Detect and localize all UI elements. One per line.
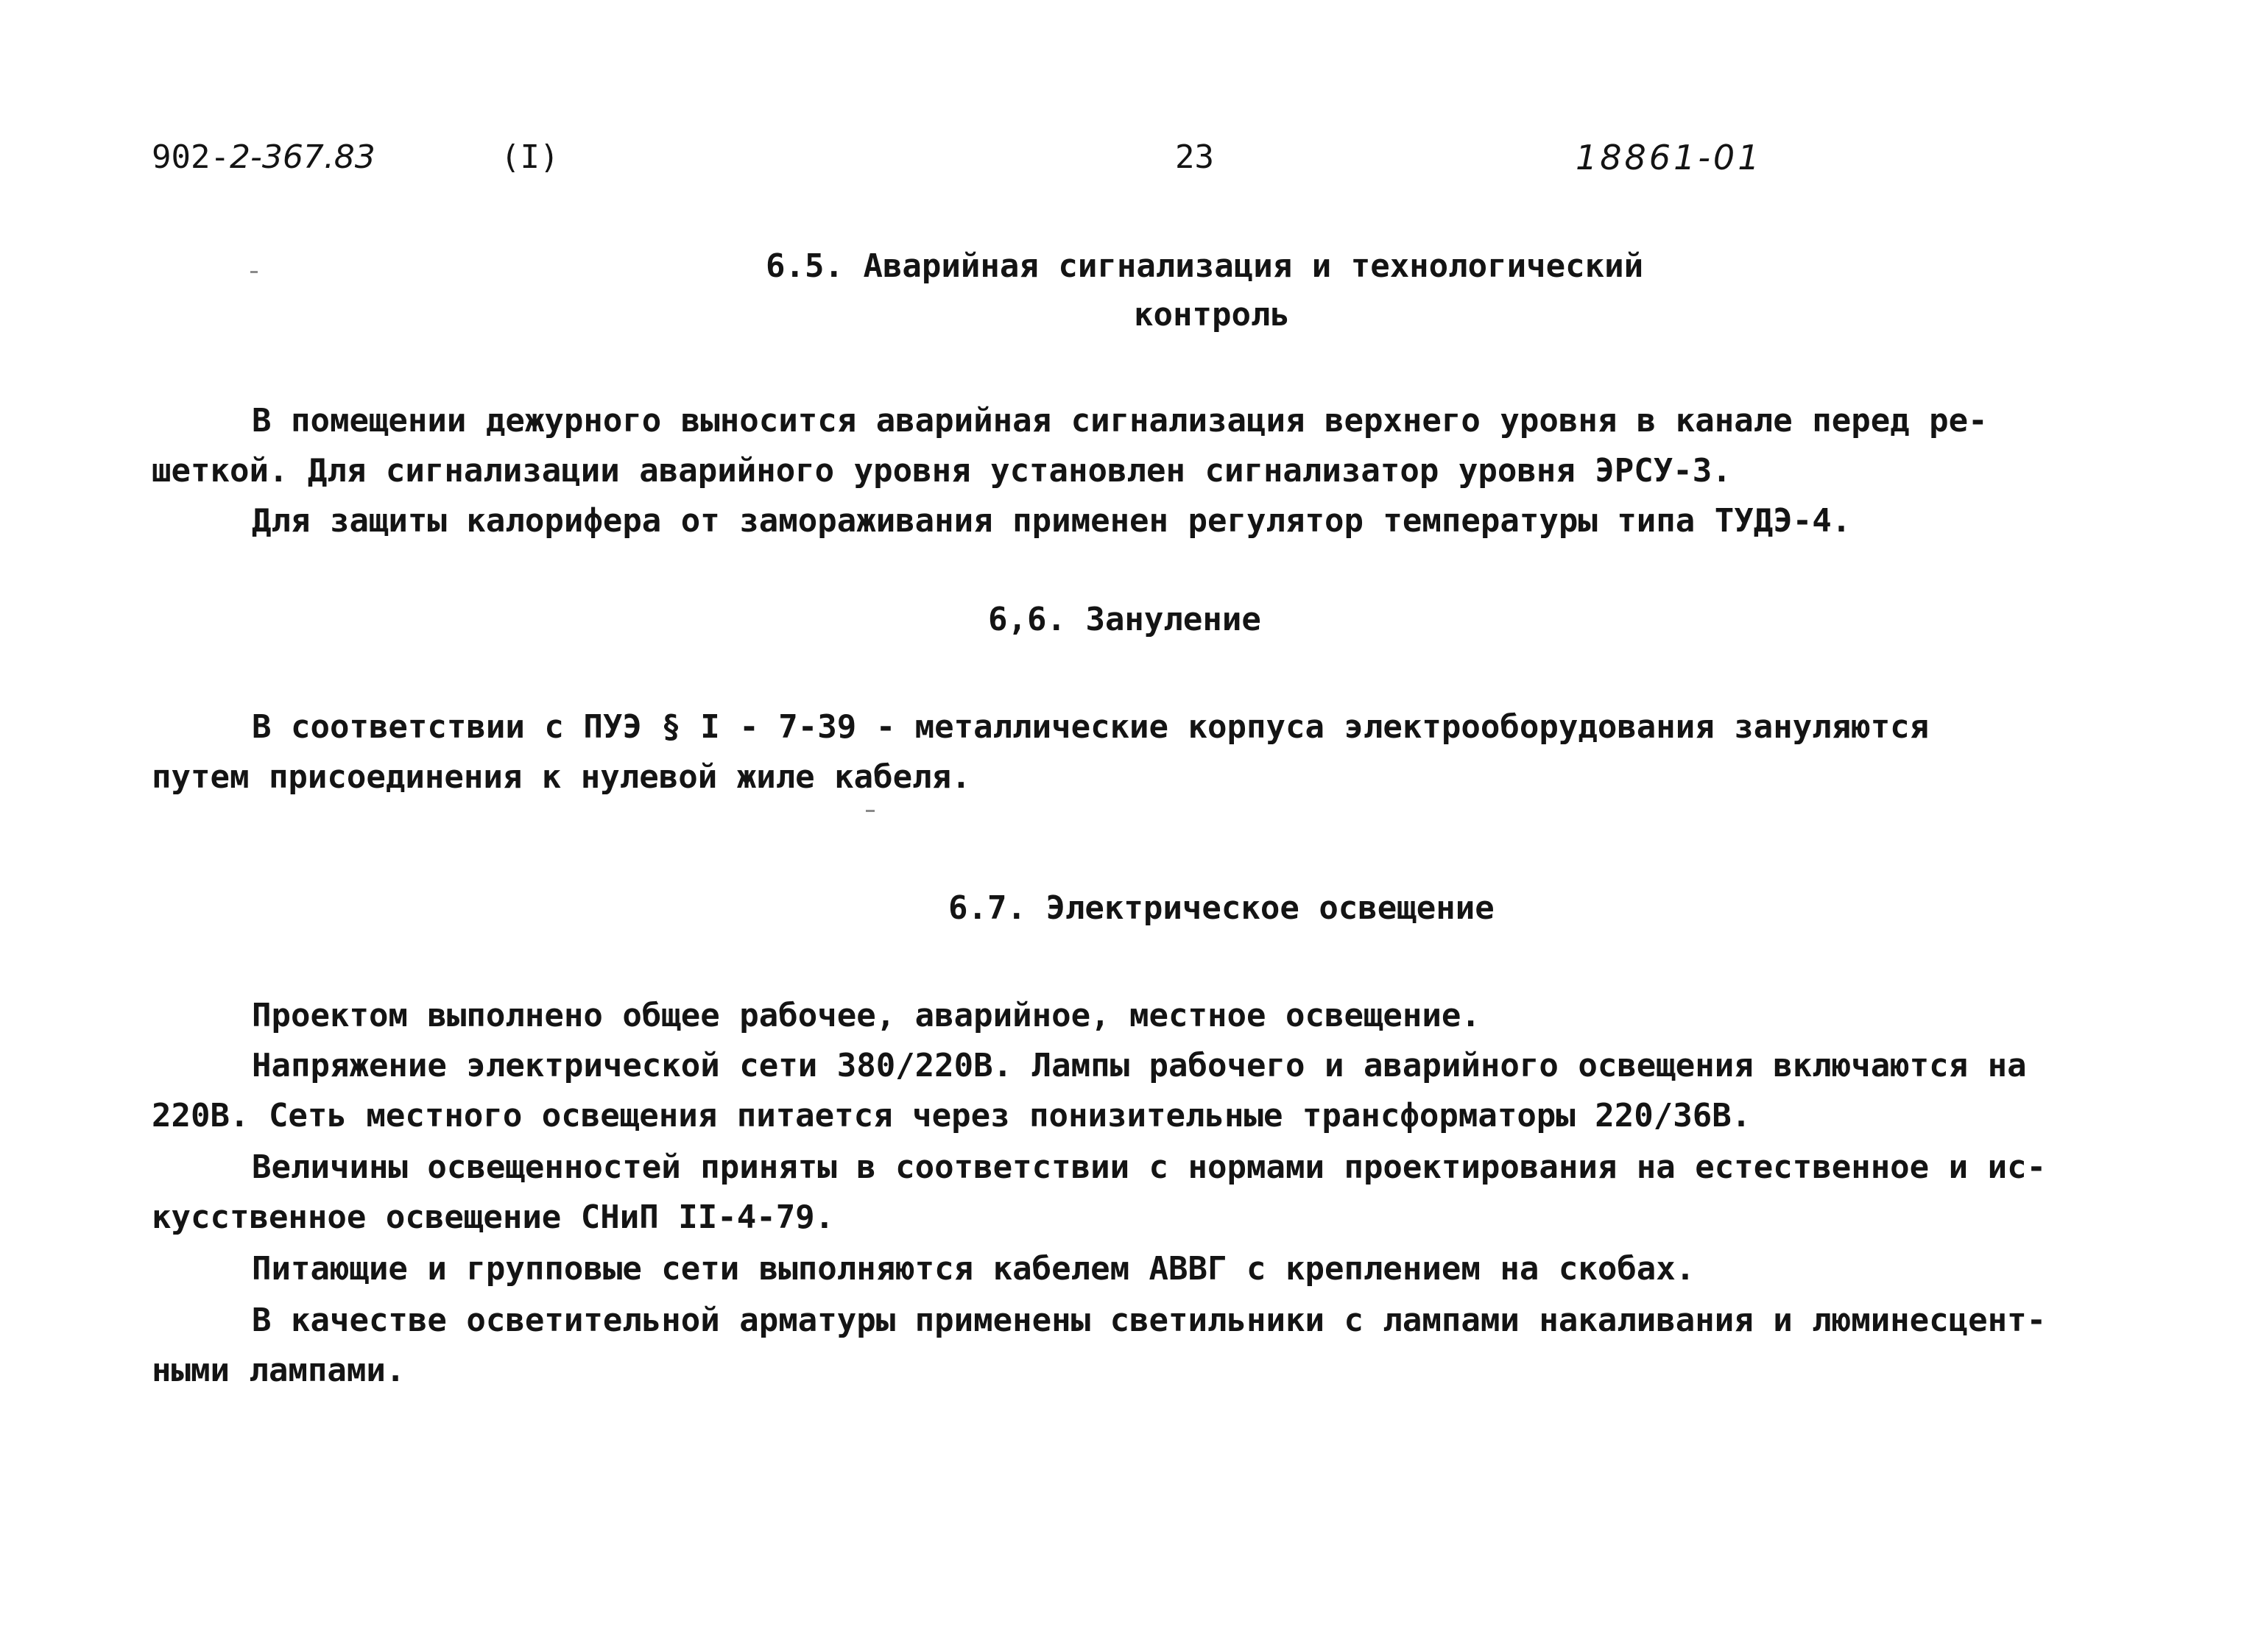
document-code xyxy=(152,137,375,178)
section-6-7-line-6: Питающие и групповые сети выполняются кабелем АВВГ с креплением на скобах. xyxy=(252,1250,1696,1288)
section-6-7-line-7: В качестве осветительной арматуры применены светильники с лампами накаливания и люминесцент- xyxy=(252,1302,2047,1339)
section-6-7-line-8: ными лампами. xyxy=(152,1352,406,1389)
page-number: 23 xyxy=(1175,138,1214,176)
section-6-6-title: 6,6. Зануление xyxy=(988,601,1261,638)
scan-mark xyxy=(866,810,875,812)
section-6-7-line-3: 220В. Сеть местного освещения питается через понизительные трансформаторы 220/36В. xyxy=(152,1097,1752,1134)
section-6-5-line-2: шеткой. Для сигнализации аварийного уровня установлен сигнализатор уровня ЭРСУ-3. xyxy=(152,452,1732,490)
section-6-5-line-3: Для защиты калорифера от замораживания применен регулятор температуры типа ТУДЭ-4. xyxy=(252,502,1852,540)
sheet-reference: 18861-01 xyxy=(1576,138,1763,177)
section-6-5-title: 6.5. Аварийная сигнализация и технологический xyxy=(766,247,1644,285)
document-code-handwritten: 2-367.83 xyxy=(229,138,375,176)
section-6-7-line-4: Величины освещенностей приняты в соответствии с нормами проектирования на естественное и ис- xyxy=(252,1148,2047,1186)
scan-mark xyxy=(250,271,258,273)
section-6-6-line-1: В соответствии с ПУЭ § I - 7-39 - металлические корпуса электрооборудования зануляются xyxy=(252,708,1930,746)
section-6-7-title: 6.7. Электрическое освещение xyxy=(948,889,1495,927)
part-number: (I) xyxy=(501,138,560,176)
section-6-7-line-2: Напряжение электрической сети 380/220В. Лампы рабочего и аварийного освещения включаются на xyxy=(252,1047,2027,1084)
section-6-5-title-continued: контроль xyxy=(1134,296,1290,333)
document-code-printed: 902- xyxy=(152,138,230,176)
section-6-7-line-1: Проектом выполнено общее рабочее, аварийное, местное освещение. xyxy=(252,997,1481,1034)
section-6-5-line-1: В помещении дежурного выносится аварийная сигнализация верхнего уровня в канале перед ре- xyxy=(252,402,1988,440)
section-6-7-line-5: кусственное освещение СНиП II-4-79. xyxy=(152,1199,835,1236)
section-6-6-line-2: путем присоединения к нулевой жиле кабеля. xyxy=(152,758,971,796)
